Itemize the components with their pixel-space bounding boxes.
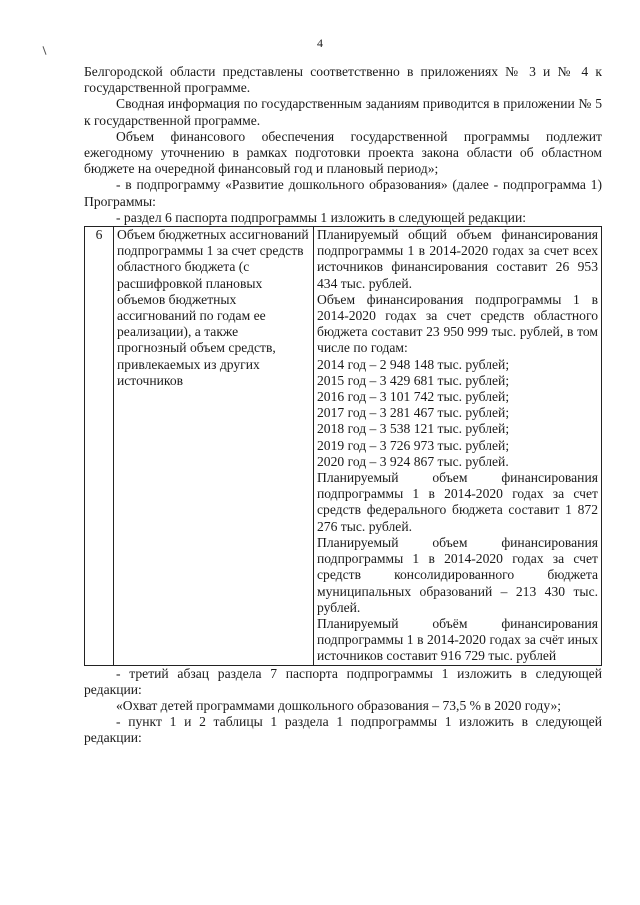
passport-table bbox=[84, 226, 602, 665]
document-body bbox=[84, 64, 602, 747]
row-name-cell: Объем бюджетных ассигнований подпрограммы 1 за счет средств областного бюджета (с расшифровкой плановых объемов бюджетных ассигнований по годам ее реализации), а также прогнозный объем средств, привлекаемых из других источников bbox=[114, 227, 314, 665]
year-line: 2015 год – 3 429 681 тыс. рублей; bbox=[317, 372, 510, 388]
year-line: 2018 год – 3 538 121 тыс. рублей; bbox=[317, 421, 510, 437]
table-row bbox=[85, 227, 602, 665]
paragraph-financing-volume: Объем финансового обеспечения государственной программы подлежит ежегодному уточнению в рамках подготовки проекта закона области об областном бюджете на очередной финансовый год и плановый период»; bbox=[84, 128, 602, 177]
year-line: 2016 год – 3 101 742 тыс. рублей; bbox=[317, 389, 510, 405]
year-line: 2017 год – 3 281 467 тыс. рублей; bbox=[317, 405, 510, 421]
value-regional-budget: Объем финансирования подпрограммы 1 в 2014-2020 годах за счет средств областного бюджета составит 23 950 999 тыс. рублей, в том числе по годам: bbox=[317, 291, 598, 356]
value-other-sources: Планируемый объём финансирования подпрограммы 1 в 2014-2020 годах за счёт иных источников составит 916 729 тыс. рублей bbox=[317, 615, 598, 664]
page-number: 4 bbox=[317, 36, 323, 50]
paragraph-section-7: - третий абзац раздела 7 паспорта подпрограммы 1 изложить в следующей редакции: bbox=[84, 665, 602, 697]
row-value-cell bbox=[314, 227, 602, 665]
paragraph-continuation: Белгородской области представлены соответственно в приложениях № 3 и № 4 к государственной программе. bbox=[84, 64, 602, 96]
paragraph-coverage-quote: «Охват детей программами дошкольного образования – 73,5 % в 2020 году»; bbox=[116, 697, 562, 713]
paragraph-subprogram-intro: - в подпрограмму «Развитие дошкольного образования» (далее - подпрограмма 1) Программы: bbox=[84, 177, 602, 209]
value-federal-budget: Планируемый объем финансирования подпрограммы 1 в 2014-2020 годах за счет средств федерального бюджета составит 1 872 276 тыс. рублей. bbox=[317, 470, 598, 534]
row-number-cell: 6 bbox=[85, 227, 114, 665]
year-line: 2019 год – 3 726 973 тыс. рублей; bbox=[317, 437, 510, 453]
value-municipal-budget: Планируемый объем финансирования подпрограммы 1 в 2014-2020 годах за счет средств консолидированного бюджета муниципальных образований – 213 430 тыс. рублей. bbox=[317, 534, 598, 615]
paragraph-table-1-items: - пункт 1 и 2 таблицы 1 раздела 1 подпрограммы 1 изложить в следующей редакции: bbox=[84, 714, 602, 746]
value-total-financing: Планируемый общий объем финансирования подпрограммы 1 в 2014-2020 годах за счет всех источников финансирования составит 26 953 434 тыс. рублей. bbox=[317, 227, 598, 291]
paragraph-state-tasks: Сводная информация по государственным заданиям приводится в приложении № 5 к государственной программе. bbox=[84, 96, 602, 128]
paragraph-section-6-intro: - раздел 6 паспорта подпрограммы 1 изложить в следующей редакции: bbox=[116, 209, 527, 225]
year-line: 2014 год – 2 948 148 тыс. рублей; bbox=[317, 356, 510, 372]
year-line: 2020 год – 3 924 867 тыс. рублей. bbox=[317, 453, 509, 469]
